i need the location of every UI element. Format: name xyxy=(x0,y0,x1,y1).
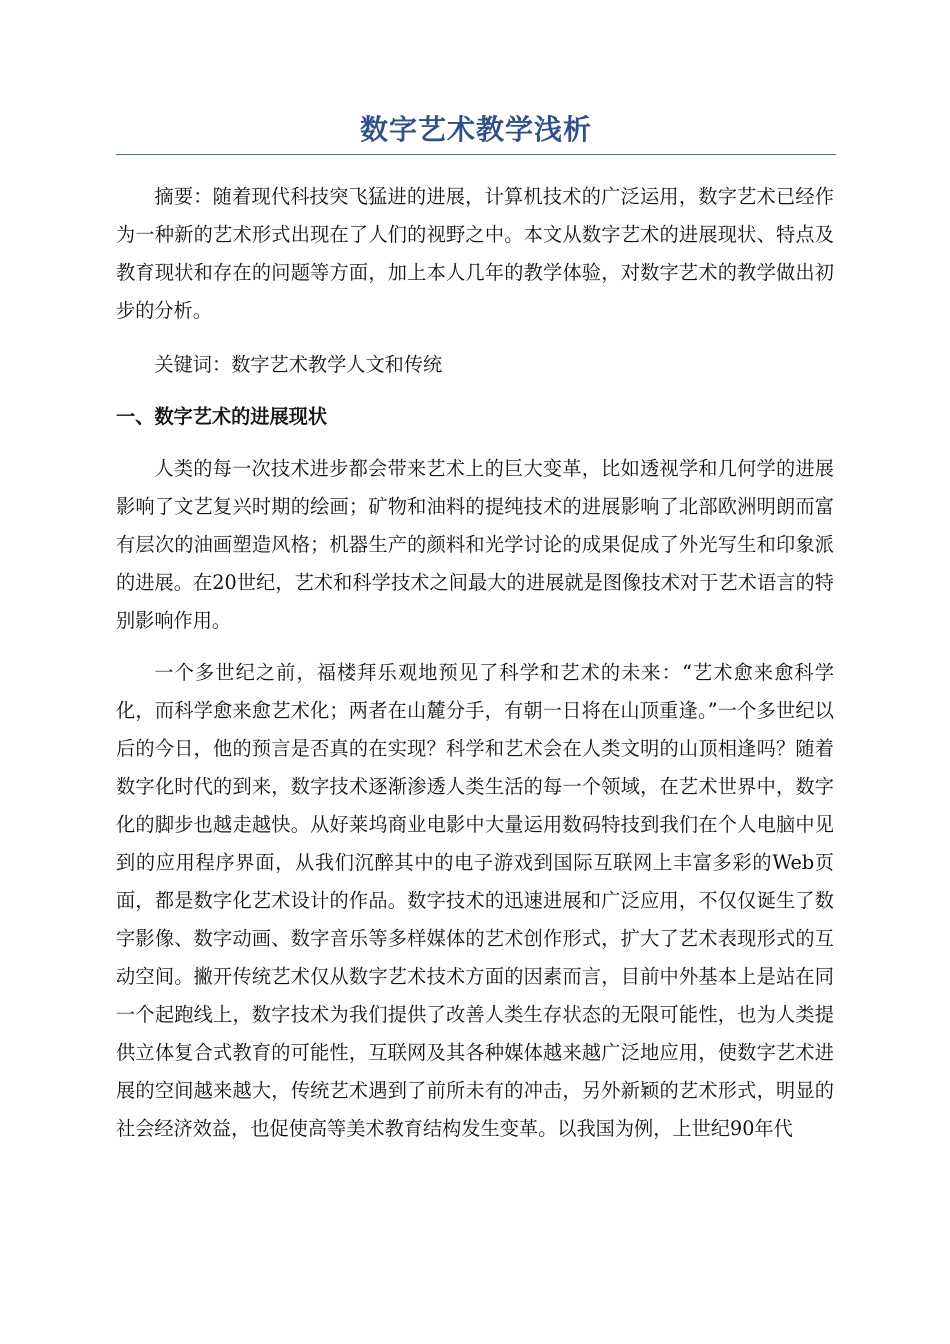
title-underline xyxy=(116,154,836,155)
section-heading: 一、数字艺术的进展现状 xyxy=(116,405,328,428)
document-title: 数字艺术教学浅析 xyxy=(359,113,592,146)
document-body xyxy=(116,178,834,1148)
abstract-paragraph: 摘要：随着现代科技突飞猛进的进展，计算机技术的广泛运用，数字艺术已经作为一种新的艺术形式出现在了人们的视野之中。本文从数字艺术的进展现状、特点及教育现状和存在的问题等方面，加上本人几年的教学体验，对数字艺术的教学做出初步的分析。 xyxy=(116,185,834,322)
body-paragraph-2: 一个多世纪之前，福楼拜乐观地预见了科学和艺术的未来：“艺术愈来愈科学化，而科学愈来愈艺术化；两者在山麓分手，有朝一日将在山顶重逢。”一个多世纪以后的今日，他的预言是否真的在实现？科学和艺术会在人类文明的山顶相逢吗？随着数字化时代的到来，数字技术逐渐渗透人类生活的每一个领域，在艺术世界中，数字化的脚步也越走越快。从好莱坞商业电影中大量运用数码特技到我们在个人电脑中见到的应用程序界面，从我们沉醉其中的电子游戏到国际互联网上丰富多彩的Web页面，都是数字化艺术设计的作品。数字技术的迅速进展和广泛应用，不仅仅诞生了数字影像、数字动画、数字音乐等多样媒体的艺术创作形式，扩大了艺术表现形式的互动空间。撇开传统艺术仅从数字艺术技术方面的因素而言，目前中外基本上是站在同一个起跑线上，数字技术为我们提供了改善人类生存状态的无限可能性，也为人类提供立体复合式教育的可能性，互联网及其各种媒体越来越广泛地应用，使数字艺术进展的空间越来越大，传统艺术遇到了前所未有的冲击，另外新颖的艺术形式，明显的社会经济效益，也促使高等美术教育结构发生变革。以我国为例，上世纪90年代 xyxy=(116,661,834,1140)
keywords-paragraph: 关键词：数字艺术教学人文和传统 xyxy=(154,353,443,376)
title-block xyxy=(116,110,836,155)
body-paragraph-1: 人类的每一次技术进步都会带来艺术上的巨大变革，比如透视学和几何学的进展影响了文艺复兴时期的绘画；矿物和油料的提纯技术的进展影响了北部欧洲明朗而富有层次的油画塑造风格；机器生产的颜料和光学讨论的成果促成了外光写生和印象派的进展。在20世纪，艺术和科学技术之间最大的进展就是图像技术对于艺术语言的特别影响作用。 xyxy=(116,457,834,632)
